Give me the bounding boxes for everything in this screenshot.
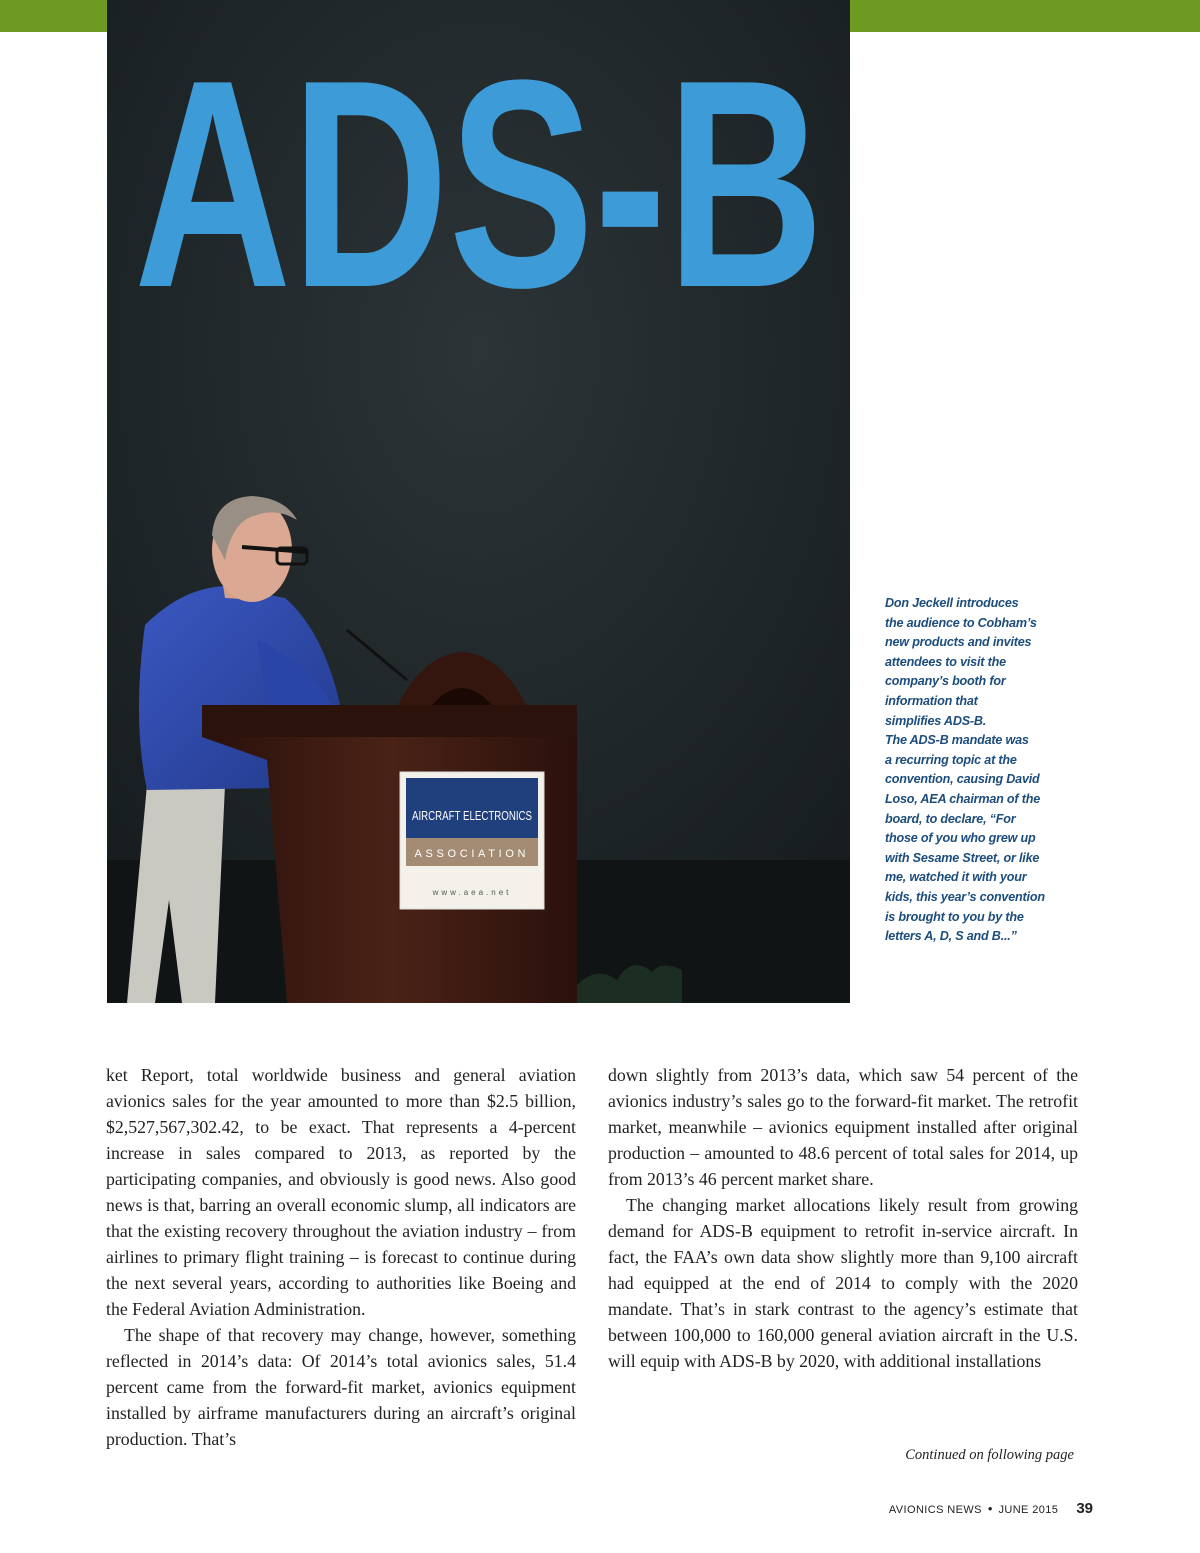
caption-line: convention, causing David [885, 772, 1040, 787]
caption-line: is brought to you by the [885, 909, 1024, 924]
header-accent-bar-left [0, 0, 108, 32]
body-column-left [106, 1062, 576, 1452]
continued-note: Continued on following page [905, 1447, 1074, 1463]
caption-line: with Sesame Street, or like [885, 850, 1040, 865]
photo-caption [885, 594, 1085, 947]
caption-line: me, watched it with your [885, 870, 1027, 885]
caption-line: Don Jeckell introduces [885, 596, 1019, 610]
body-paragraph: The changing market allocations likely result from growing demand for ADS-B equipment to retrofit in-service aircraft. In fact, the FAA’s own data show slightly more than 9,100 aircraft had equipped at the end of 2014 to comply with the 2020 mandate. That’s in stark contrast to the agency’s estimate that between 100,000 to 160,000 general aviation aircraft in the U.S. will equip with ADS-B by 2020, with additional installations [608, 1195, 1078, 1371]
body-paragraph: down slightly from 2013’s data, which saw 54 percent of the avionics industry’s sales go to the forward-fit market. The retrofit market, meanwhile – avionics equipment installed after original production – amounted to 48.6 percent of total sales for 2014, up from 2013’s 46 percent market share. [608, 1065, 1078, 1189]
page-footer [820, 1500, 1093, 1518]
caption-line: attendees to visit the [885, 654, 1006, 669]
footer-publication: AVIONICS NEWS [888, 1504, 982, 1516]
footer-separator: • [987, 1501, 993, 1516]
screen-text-ads-b: ADS-B [134, 18, 824, 349]
header-accent-bar-right [850, 0, 1200, 32]
page-number: 39 [1076, 1500, 1093, 1517]
body-paragraph: The shape of that recovery may change, however, something reflected in 2014’s data: Of 2014’s total avionics sales, 51.4 percent came from the forward-fit market, avionics equipment installed by airframe manufacturers during an aircraft’s original production. That’s [106, 1325, 576, 1449]
caption-line: information that [885, 693, 978, 708]
body-column-right [608, 1062, 1078, 1374]
caption-line: The ADS-B mandate was [885, 733, 1029, 748]
podium-sign [400, 772, 544, 909]
podium-sign-line2: ASSOCIATION [414, 848, 530, 860]
caption-line: kids, this year’s convention [885, 889, 1045, 904]
caption-line: letters A, D, S and B...” [885, 929, 1017, 944]
caption-line: a recurring topic at the [885, 752, 1017, 767]
podium-sign-url: www.aea.net [432, 888, 512, 897]
podium-sign-line1: AIRCRAFT ELECTRONICS [412, 808, 533, 823]
caption-line: company’s booth for [885, 674, 1006, 689]
caption-line: new products and invites [885, 635, 1032, 650]
caption-line: the audience to Cobham’s [885, 615, 1037, 630]
caption-line: Loso, AEA chairman of the [885, 791, 1041, 806]
speaker-photo [107, 0, 850, 1003]
footer-date: JUNE 2015 [998, 1504, 1059, 1516]
caption-line: simplifies ADS-B. [885, 713, 987, 728]
body-paragraph: ket Report, total worldwide business and general aviation avionics sales for the year amounted to more than $2.5 billion, $2,527,567,302.42, to be exact. That represents a 4-percent increase in sales compared to 2013, as reported by the participating companies, and obviously is good news. Also good news is that, barring an overall economic slump, all indicators are that the existing recovery throughout the aviation industry – from airlines to primary flight training – is forecast to continue during the next several years, according to authorities like Boeing and the Federal Aviation Administration. [106, 1065, 576, 1319]
caption-line: those of you who grew up [885, 831, 1036, 846]
caption-line: board, to declare, “For [885, 811, 1016, 826]
